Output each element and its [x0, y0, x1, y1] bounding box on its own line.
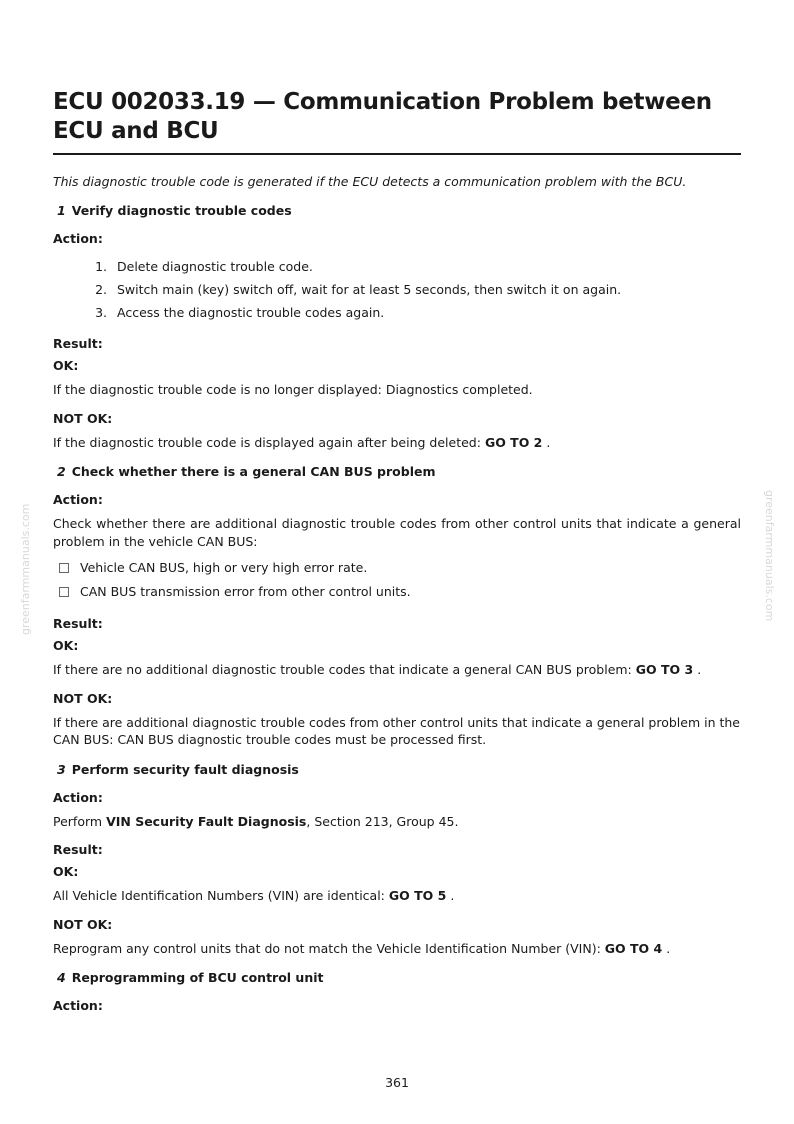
action-text: Check whether there are additional diagnostic trouble codes from other control units that indicate a general problem in the vehicle CAN BUS: [53, 516, 741, 549]
list-item-label: Vehicle CAN BUS, high or very high error rate. [80, 560, 368, 575]
step-3-heading [53, 762, 741, 778]
step-number: 3 [57, 761, 66, 777]
step-title: Verify diagnostic trouble codes [71, 203, 292, 218]
step-number: 4 [57, 970, 66, 985]
goto-link[interactable]: GO TO 4 [604, 940, 663, 956]
list-item: 3. Access the diagnostic trouble codes again. [111, 301, 741, 324]
vin-fault-diagnosis-link[interactable]: VIN Security Fault Diagnosis [106, 813, 307, 829]
step-number: 1 [57, 203, 66, 218]
action-suffix: , Section 213, Group 45. [306, 813, 459, 829]
document-page [53, 88, 741, 1014]
step-number: 2 [57, 464, 66, 479]
ok-text: If there are no additional diagnostic trouble codes that indicate a general CAN BUS problem: GO TO 3 . [53, 662, 702, 677]
list-item: 1. Delete diagnostic trouble code. [111, 255, 741, 278]
ok-text: All Vehicle Identification Numbers (VIN) are identical: GO TO 5 . [53, 888, 455, 903]
step-4-heading [53, 970, 741, 986]
not-ok-label: NOT OK: [53, 916, 113, 932]
not-ok-text: If there are additional diagnostic trouble codes from other control units that indicate a general problem in the CAN BUS: CAN BUS diagnostic trouble codes must be processed first. [53, 714, 740, 747]
step-title: Check whether there is a general CAN BUS problem [71, 464, 436, 479]
ok-description: If there are no additional diagnostic trouble codes that indicate a general CAN BUS problem: [53, 662, 632, 677]
ok-label: OK: [53, 864, 79, 879]
list-item-label: CAN BUS transmission error from other control units. [80, 584, 411, 599]
checkbox-list [53, 556, 741, 604]
page-title: ECU 002033.19 — Communication Problem between ECU and BCU [53, 88, 741, 155]
ok-description: All Vehicle Identification Numbers (VIN) are identical: [53, 888, 385, 903]
not-ok-label: NOT OK: [53, 410, 113, 426]
intro-text: This diagnostic trouble code is generated if the ECU detects a communication problem with the BCU. [53, 174, 687, 189]
checkbox-icon [59, 563, 69, 573]
action-prefix: Perform [53, 813, 103, 829]
not-ok-text: Reprogram any control units that do not match the Vehicle Identification Number (VIN): GO TO 4 . [53, 940, 671, 956]
checkbox-icon [59, 587, 69, 597]
watermark-left: greenfarmmanuals.com [19, 503, 32, 635]
goto-link[interactable]: GO TO 5 [388, 888, 447, 903]
watermark-right: greenfarmmanuals.com [763, 490, 776, 622]
list-item: 2. Switch main (key) switch off, wait for at least 5 seconds, then switch it on again. [111, 278, 741, 301]
not-ok-text: If the diagnostic trouble code is displayed again after being deleted: GO TO 2 . [53, 434, 551, 450]
goto-link[interactable]: GO TO 2 [484, 434, 543, 450]
ok-label: OK: [53, 358, 79, 373]
ok-text: If the diagnostic trouble code is no longer displayed: Diagnostics completed. [53, 382, 533, 397]
action-label: Action: [53, 998, 103, 1013]
action-text [53, 813, 741, 831]
result-label: Result: [53, 336, 103, 351]
result-label: Result: [53, 842, 103, 857]
not-ok-description: If the diagnostic trouble code is displayed again after being deleted: [53, 434, 481, 450]
ok-label: OK: [53, 638, 79, 653]
list-item [59, 556, 741, 580]
list-item [59, 580, 741, 604]
not-ok-description: Reprogram any control units that do not match the Vehicle Identification Number (VIN): [53, 940, 601, 956]
action-label: Action: [53, 492, 103, 507]
step-1-heading [53, 203, 741, 219]
goto-link[interactable]: GO TO 3 [635, 662, 694, 677]
result-label: Result: [53, 616, 103, 631]
step-title: Reprogramming of BCU control unit [71, 970, 324, 985]
page-number: 361 [385, 1075, 409, 1090]
step-2-heading [53, 464, 741, 480]
action-label: Action: [53, 789, 103, 805]
step-title: Perform security fault diagnosis [71, 761, 299, 777]
not-ok-label: NOT OK: [53, 690, 113, 706]
action-list [53, 255, 741, 324]
action-label: Action: [53, 231, 103, 246]
